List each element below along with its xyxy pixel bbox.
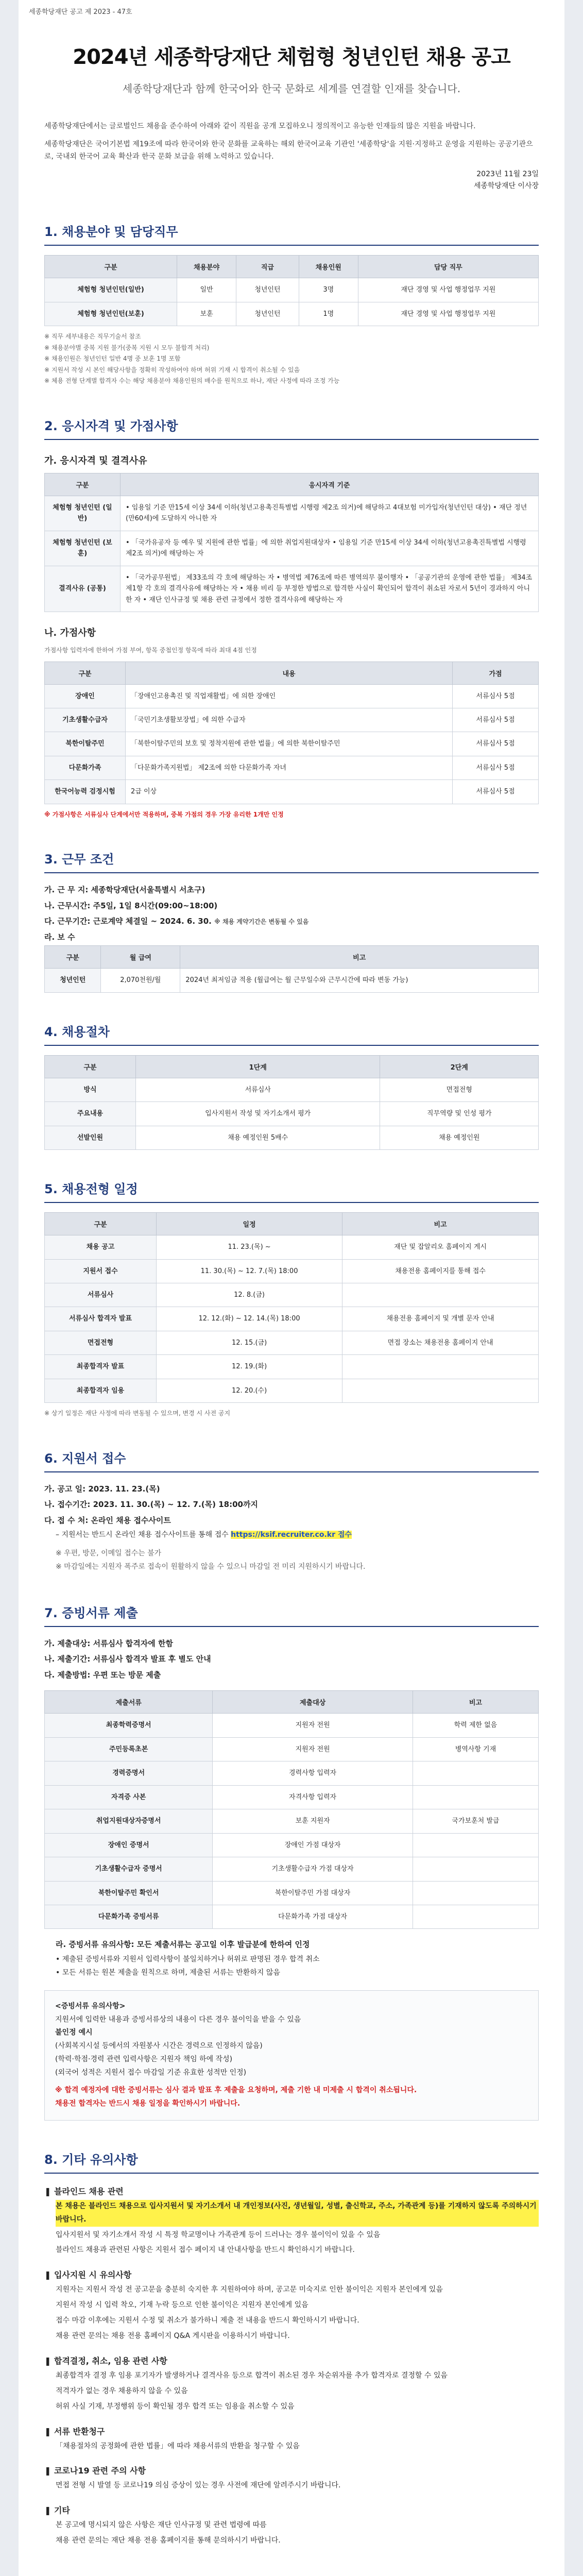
- table-cell: 3명: [299, 278, 358, 302]
- etc-head: ❚ 블라인드 채용 관련: [44, 2186, 124, 2196]
- table-cell: 서류심사 5점: [453, 708, 539, 732]
- work-period: 다. 근무기간: 근로계약 체결일 ~ 2024. 6. 30.: [44, 917, 212, 926]
- table-cell: 재단 경영 및 사업 행정업무 지원: [358, 302, 538, 326]
- etc-group: [44, 2464, 539, 2493]
- table-cell: 장애인 가점 대상자: [213, 1833, 413, 1857]
- table-cell: 재단 및 잡알리오 홈페이지 게시: [342, 1235, 539, 1259]
- etc-item: 「채용절차의 공정화에 관한 법률」에 따라 채용서류의 반환을 청구할 수 있음: [56, 2442, 300, 2450]
- table-cell: [413, 1881, 538, 1905]
- etc-group: [44, 2425, 539, 2453]
- table-cell: 채용 공고: [45, 1235, 157, 1259]
- table-cell: 2급 이상: [126, 780, 453, 804]
- table-cell: 자격사항 입력자: [213, 1785, 413, 1809]
- table-cell: 채용 예정인원 5배수: [136, 1126, 380, 1149]
- table-cell: 2,070천원/월: [101, 969, 180, 992]
- table-header: 비고: [342, 1213, 539, 1235]
- work-condition: 나. 근무시간: 주5일, 1일 8시간(09:00~18:00): [44, 901, 218, 910]
- guide-line: (외국어 성적은 지원서 접수 마감일 기준 유효한 성적만 인정): [55, 2069, 247, 2077]
- note-line: ※ 지원서 작성 시 본인 해당사항을 정확히 작성하여야 하며 허위 기재 시 합격이 취소될 수 있음: [44, 366, 300, 374]
- notice-number: 세종학당재단 공고 제 2023 - 47호: [29, 8, 132, 16]
- table-cell: 기초생활수급자 가점 대상자: [213, 1857, 413, 1881]
- table-cell: 최종합격자 임용: [45, 1379, 157, 1402]
- etc-item: 블라인드 채용과 관련된 사항은 지원서 접수 페이지 내 안내사항을 반드시 확인하시기 바랍니다.: [56, 2246, 355, 2255]
- etc-item: 입사지원서 및 자기소개서 작성 시 특정 학교명이나 가족관계 등이 드러나는 경우 불이익이 있을 수 있음: [56, 2230, 381, 2239]
- schedule-note: ※ 상기 일정은 재단 사정에 따라 변동될 수 있으며, 변경 시 사전 공지: [44, 1410, 231, 1417]
- table-cell: 채용전용 홈페이지를 통해 접수: [342, 1259, 539, 1283]
- table-cell: 자격증 사본: [45, 1785, 213, 1809]
- note-line: ※ 체용 전형 단계별 합격자 수는 해당 채용분야 채용인원의 배수를 원칙으로 하나, 재단 사정에 따라 조정 가능: [44, 377, 340, 385]
- guide-line: (사회복지시설 등에서의 자원봉사 시간은 경력으로 인정하지 않음): [55, 2042, 263, 2050]
- note-line: • 제출된 증빙서류와 지원서 입력사항이 불일치하거나 허위로 판명된 경우 합격 취소: [56, 1955, 320, 1963]
- process-table: [44, 1055, 539, 1150]
- table-row: [45, 1235, 539, 1259]
- sub-title: 나. 가점사항: [44, 628, 96, 638]
- recruit-table: [44, 255, 539, 326]
- apply-line: 가. 공고 일: 2023. 11. 23.(목): [44, 1484, 160, 1494]
- page-title: 2024년 세종학당재단 체험형 청년인턴 채용 공고: [73, 45, 510, 69]
- table-row: [45, 1102, 539, 1126]
- table-cell: 체험형 청년인턴(보훈): [45, 302, 177, 326]
- submit-line: 다. 제출방법: 우편 또는 방문 제출: [44, 1670, 161, 1680]
- table-header: 가점: [453, 662, 539, 684]
- table-row: [45, 1833, 539, 1857]
- table-cell: 12. 12.(화) ~ 12. 14.(목) 18:00: [157, 1307, 342, 1331]
- etc-item: 최종합격자 결정 후 임용 포기자가 발생하거나 결격사유 등으로 합격이 취소된 경우 차순위자를 추가 합격자로 결정할 수 있음: [56, 2371, 448, 2380]
- note-line: ※ 채용분야별 중복 지원 불가(중복 지원 시 모두 불합격 처리): [44, 344, 210, 351]
- table-header: 구분: [45, 473, 121, 496]
- table-row: [45, 1283, 539, 1307]
- table-cell: 청년인턴: [236, 278, 299, 302]
- table-cell: 「다문화가족지원법」 제2조에 의한 다문화가족 자녀: [126, 756, 453, 779]
- table-cell: 보훈 지원자: [213, 1809, 413, 1833]
- table-cell: 장애인: [45, 684, 126, 708]
- table-cell: 경력증명서: [45, 1761, 213, 1785]
- table-cell: 서류심사: [136, 1078, 380, 1101]
- intro-paragraph: 세종학당재단에서는 글로벌인드 채용을 준수하여 아래와 같이 직원을 공개 모집하오니 정의적이고 유능한 인재들의 많은 지원을 바랍니다.: [44, 122, 476, 130]
- table-cell: 취업지원대상자증명서: [45, 1809, 213, 1833]
- table-cell: 2024년 최저임금 적용 (월급여는 월 근무일수와 근무시간에 따라 변동 가능): [180, 969, 539, 992]
- etc-group: [44, 2185, 539, 2258]
- table-row: [45, 1881, 539, 1905]
- schedule-table: [44, 1212, 539, 1403]
- etc-item: 본 공고에 명시되지 않은 사항은 재단 인사규정 및 관련 법령에 따름: [56, 2521, 267, 2530]
- table-cell: 12. 19.(화): [157, 1355, 342, 1379]
- table-cell: 기초생활수급자: [45, 708, 126, 732]
- etc-item: 채용 관련 문의는 채용 전용 홈페이지 Q&A 게시판을 이용하시기 바랍니다.: [56, 2332, 290, 2341]
- guide-line: (학력·학점·경력 관련 입력사항은 지원자 책임 하에 작성): [55, 2055, 233, 2064]
- etc-item: 적격자가 없는 경우 채용하지 않을 수 있음: [56, 2386, 188, 2395]
- table-cell: 채용 예정인원: [380, 1126, 539, 1149]
- table-cell: [342, 1379, 539, 1402]
- table-cell: 청년인턴: [236, 302, 299, 326]
- table-cell: 일반: [177, 278, 236, 302]
- table-cell: [413, 1785, 538, 1809]
- table-cell: 체험형 청년인턴(일반): [45, 278, 177, 302]
- sub-desc: 가점사항 입력자에 한하여 가점 부여, 항목 중첩인정 항목에 따라 최대 4점 인정: [44, 647, 257, 654]
- table-cell: 11. 23.(목) ~: [157, 1235, 342, 1259]
- table-cell: 12. 15.(금): [157, 1331, 342, 1354]
- note-line: ※ 채용인원은 청년인턴 일반 4명 중 보훈 1명 포함: [44, 355, 181, 363]
- table-cell: 12. 8.(금): [157, 1283, 342, 1307]
- table-row: [45, 1785, 539, 1809]
- table-cell: 면접 장소는 채용전용 홈페이지 안내: [342, 1331, 539, 1354]
- table-row: [45, 566, 539, 612]
- table-cell: 지원자 전원: [213, 1714, 413, 1737]
- table-cell: [413, 1833, 538, 1857]
- table-header: 구분: [45, 1055, 136, 1078]
- table-cell: 체험형 청년인턴 (보훈): [45, 531, 121, 566]
- etc-group: [44, 2268, 539, 2343]
- apply-link-label: 지원서는 반드시 온라인 채용 접수사이트를 통해 접수: [61, 1531, 229, 1539]
- section-title: 1. 채용분야 및 담당직무: [44, 222, 539, 246]
- table-cell: [413, 1857, 538, 1881]
- table-row: [45, 496, 539, 531]
- work-condition: 가. 근 무 지: 세종학당재단(서울특별시 서초구): [44, 885, 205, 895]
- section-title: 2. 응시자격 및 가점사항: [44, 416, 539, 440]
- table-row: [45, 1761, 539, 1785]
- table-row: [45, 969, 539, 992]
- inline-note: ※ 채용 계약기간은 변동될 수 있음: [214, 918, 309, 926]
- documents-table: [44, 1690, 539, 1929]
- guide-box: [44, 1990, 539, 2121]
- table-cell: [413, 1761, 538, 1785]
- guide-title: <증빙서류 유의사항>: [55, 2002, 126, 2010]
- table-cell: • 「국가공무원법」 제33조의 각 호에 해당하는 자 • 병역법 제76조에 따른 병역의무 불이행자 • 「공공기관의 운영에 관한 법률」 제34조 제1항 각 호의 결격사유에 해당하는 자 • 채용 비리 등 부정한 방법으로 합격한 사실이 확인되어 합격이 취소된 자로서 5년이 경과하지 아니한 자 • 재단 인사규정 및 채용 관련 규정에서 정한 결격사유에 해당하는 자: [121, 566, 539, 612]
- table-row: [45, 1078, 539, 1101]
- table-header: 월 급여: [101, 946, 180, 969]
- table-row: [45, 1331, 539, 1354]
- date-block: [44, 168, 539, 193]
- table-cell: 최종학력증명서: [45, 1714, 213, 1737]
- table-cell: 서류심사 합격자 발표: [45, 1307, 157, 1331]
- table-row: [45, 756, 539, 779]
- table-row: [45, 732, 539, 756]
- pay-title: 라. 보 수: [44, 932, 75, 942]
- table-cell: 서류심사 5점: [453, 684, 539, 708]
- table-cell: 다문화가족 가점 대상자: [213, 1905, 413, 1928]
- table-cell: 경력사항 입력자: [213, 1761, 413, 1785]
- table-cell: 입사지원서 작성 및 자기소개서 평가: [136, 1102, 380, 1126]
- table-cell: 국가보훈처 발급: [413, 1809, 538, 1833]
- table-header: 응시자격 기준: [121, 473, 539, 496]
- table-cell: 청년인턴: [45, 969, 101, 992]
- table-cell: 서류심사 5점: [453, 780, 539, 804]
- table-cell: 「장애인고용촉진 및 직업재활법」에 의한 장애인: [126, 684, 453, 708]
- table-cell: 11. 30.(목) ~ 12. 7.(목) 18:00: [157, 1259, 342, 1283]
- table-header: 제출서류: [45, 1691, 213, 1714]
- sub-title: 가. 응시자격 및 결격사유: [44, 455, 147, 466]
- table-cell: 학력 제한 없음: [413, 1714, 538, 1737]
- apply-link-line: – 지원서는 반드시 온라인 채용 접수사이트를 통해 접수 https://ksif.recruiter.co.kr 접수: [56, 1531, 352, 1539]
- table-cell: 장애인 증명서: [45, 1833, 213, 1857]
- table-row: [45, 1905, 539, 1928]
- etc-item: 본 채용은 블라인드 채용으로 입사지원서 및 자기소개서 내 개인정보(사진, 생년월일, 성별, 출신학교, 주소, 가족관계 등)를 기재하지 않도록 주의하시기 바랍니다.: [56, 2200, 539, 2227]
- notes: [44, 331, 539, 387]
- table-header: 직급: [236, 256, 299, 278]
- note-line: ※ 우편, 방문, 이메일 접수는 불가: [56, 1549, 162, 1558]
- table-cell: 재단 경영 및 사업 행정업무 지원: [358, 278, 538, 302]
- apply-line: 나. 접수기간: 2023. 11. 30.(목) ~ 12. 7.(목) 18:00까지: [44, 1500, 258, 1510]
- section-title: 3. 근무 조건: [44, 849, 539, 873]
- etc-item: 면접 전형 시 발열 등 코로나19 의심 증상이 있는 경우 사전에 재단에 알려주시기 바랍니다.: [56, 2481, 341, 2490]
- table-cell: 12. 20.(수): [157, 1379, 342, 1402]
- table-cell: 서류심사 5점: [453, 756, 539, 779]
- table-cell: 서류심사: [45, 1283, 157, 1307]
- table-cell: 병역사항 기재: [413, 1737, 538, 1761]
- table-header: 채용분야: [177, 256, 236, 278]
- table-cell: 보훈: [177, 302, 236, 326]
- table-cell: 한국어능력 검정시험: [45, 780, 126, 804]
- apply-line: 다. 접 수 처: 온라인 채용 접수사이트: [44, 1515, 171, 1525]
- document: [19, 0, 564, 2576]
- etc-head: ❚ 서류 반환청구: [44, 2426, 105, 2436]
- table-header: 비고: [180, 946, 539, 969]
- bonus-note: ※ 가점사항은 서류심사 단계에서만 적용하며, 중복 가점의 경우 가장 유리한 1개만 인정: [44, 810, 284, 818]
- page-subtitle: 세종학당재단과 함께 한국어와 한국 문화로 세계를 연결할 인재를 찾습니다.: [122, 82, 461, 95]
- table-row: [45, 1857, 539, 1881]
- table-row: [45, 1355, 539, 1379]
- table-row: [45, 684, 539, 708]
- apply-site-link[interactable]: https://ksif.recruiter.co.kr 접수: [231, 1531, 352, 1539]
- bonus-table: [44, 662, 539, 804]
- section-title: 5. 채용전형 일정: [44, 1179, 539, 1203]
- table-header: 구분: [45, 256, 177, 278]
- table-cell: 기초생활수급자 증명서: [45, 1857, 213, 1881]
- etc-head: ❚ 기타: [44, 2505, 70, 2516]
- warning-note: ※ 합격 예정자에 대한 증빙서류는 심사 결과 발표 후 제출을 요청하며, 제출 기한 내 미제출 시 합격이 취소됩니다.: [55, 2086, 417, 2095]
- table-cell: [342, 1355, 539, 1379]
- note-line: ※ 마감일에는 지원자 폭주로 접속이 원활하지 않을 수 있으니 마감일 전 미리 지원하시기 바랍니다.: [56, 1563, 366, 1571]
- table-header: 담당 직무: [358, 256, 538, 278]
- intro: [44, 120, 539, 163]
- table-row: [45, 302, 539, 326]
- table-cell: 면접전형: [45, 1331, 157, 1354]
- section-title: 4. 채용절차: [44, 1022, 539, 1046]
- announce-date: 2023년 11월 23일: [476, 170, 539, 178]
- table-cell: • 임용일 기준 만15세 이상 34세 이하(청년고용촉진특별법 시행령 제2조 의거)에 해당하고 4대보험 미가입자(청년인턴 대상) • 재단 정년(만60세)에 도달하지 아니한 자: [121, 496, 539, 531]
- note-line: 라. 증빙서류 유의사항: 모든 제출서류는 공고일 이후 발급분에 한하여 인정: [56, 1940, 310, 1950]
- table-cell: 다문화가족 증빙서류: [45, 1905, 213, 1928]
- note-line: ※ 직무 세부내용은 직무기술서 참조: [44, 332, 141, 340]
- table-row: [45, 531, 539, 566]
- table-row: [45, 278, 539, 302]
- table-cell: 주민등록초본: [45, 1737, 213, 1761]
- table-cell: 체험형 청년인턴 (일반): [45, 496, 121, 531]
- pay-table: [44, 945, 539, 992]
- etc-group: [44, 2354, 539, 2414]
- table-row: [45, 1714, 539, 1737]
- table-cell: 「국민기초생활보장법」에 의한 수급자: [126, 708, 453, 732]
- etc-item: 채용 관련 문의는 재단 채용 전용 홈페이지를 통해 문의하시기 바랍니다.: [56, 2536, 281, 2545]
- etc-item: 지원자는 지원서 작성 전 공고문을 충분히 숙지한 후 지원하여야 하며, 공고문 미숙지로 인한 불이익은 지원자 본인에게 있음: [56, 2285, 443, 2294]
- table-header: 일정: [157, 1213, 342, 1235]
- table-cell: 주요내용: [45, 1102, 136, 1126]
- table-header: 구분: [45, 946, 101, 969]
- etc-item: 접수 마감 이후에는 지원서 수정 및 취소가 불가하니 제출 전 내용을 반드시 확인하시기 바랍니다.: [56, 2316, 359, 2325]
- table-row: [45, 780, 539, 804]
- table-row: [45, 1307, 539, 1331]
- table-cell: [413, 1905, 538, 1928]
- table-cell: [342, 1283, 539, 1307]
- table-cell: 다문화가족: [45, 756, 126, 779]
- table-header: 구분: [45, 1213, 157, 1235]
- submit-line: 나. 제출기간: 서류심사 합격자 발표 후 별도 안내: [44, 1654, 211, 1664]
- etc-item: 허위 사실 기재, 부정행위 등이 확인될 경우 합격 또는 임용을 취소할 수 있음: [56, 2402, 295, 2411]
- table-cell: 지원서 접수: [45, 1259, 157, 1283]
- doc-notes: [44, 1937, 539, 1979]
- table-row: [45, 1126, 539, 1149]
- etc-head: ❚ 입사지원 시 유의사항: [44, 2270, 132, 2280]
- table-cell: 1명: [299, 302, 358, 326]
- table-row: [45, 1379, 539, 1402]
- section-title: 7. 증빙서류 제출: [44, 1603, 539, 1627]
- table-cell: 북한이탈주민 가점 대상자: [213, 1881, 413, 1905]
- table-header: 구분: [45, 662, 126, 684]
- intro-paragraph: 세종학당재단은 국어기본법 제19조에 따라 한국어와 한국 문화를 교육하는 해외 한국어교육 기관인 '세종학당'을 지원·지정하고 운영을 지원하는 공공기관으로, 국내외 한국어 교육 확산과 한국 문화 보급을 위해 노력하고 있습니다.: [44, 140, 533, 161]
- table-header: 비고: [413, 1691, 538, 1714]
- etc-head: ❚ 코로나19 관련 주의 사항: [44, 2466, 146, 2476]
- table-cell: 선발인원: [45, 1126, 136, 1149]
- table-header: 채용인원: [299, 256, 358, 278]
- table-header: 제출대상: [213, 1691, 413, 1714]
- section-title: 8. 기타 유의사항: [44, 2149, 539, 2174]
- work-condition: [44, 914, 539, 929]
- table-row: [45, 1737, 539, 1761]
- guide-line: 불인정 예시: [55, 2028, 93, 2037]
- etc-head: ❚ 합격결정, 취소, 임용 관련 사항: [44, 2355, 167, 2366]
- etc-group: [44, 2504, 539, 2548]
- table-cell: 서류심사 5점: [453, 732, 539, 756]
- submit-line: 가. 제출대상: 서류심사 합격자에 한함: [44, 1638, 173, 1648]
- table-cell: 면접전형: [380, 1078, 539, 1101]
- table-cell: 북한이탈주민 확인서: [45, 1881, 213, 1905]
- announce-org: 세종학당재단 이사장: [473, 182, 539, 191]
- table-cell: 직무역량 및 인성 평가: [380, 1102, 539, 1126]
- table-header: 2단계: [380, 1055, 539, 1078]
- table-cell: 결격사유 (공통): [45, 566, 121, 612]
- warning-note: 채용전 합격자는 반드시 채용 일정을 확인하시기 바랍니다.: [55, 2099, 241, 2108]
- section-title: 6. 지원서 접수: [44, 1448, 539, 1472]
- table-cell: 「북한이탈주민의 보호 및 정착지원에 관한 법률」에 의한 북한이탈주민: [126, 732, 453, 756]
- table-cell: 북한이탈주민: [45, 732, 126, 756]
- note-line: • 모든 서류는 원본 제출을 원칙으로 하며, 제출된 서류는 반환하지 않음: [56, 1968, 280, 1977]
- table-cell: 지원자 전원: [213, 1737, 413, 1761]
- etc-item: 지원서 작성 시 입력 착오, 기재 누락 등으로 인한 불이익은 지원자 본인에게 있음: [56, 2301, 308, 2310]
- table-cell: • 「국가유공자 등 예우 및 지원에 관한 법률」에 의한 취업지원대상자 • 임용일 기준 만15세 이상 34세 이하(청년고용촉진특별법 시행령 제2조 의거)에 해당하는 자: [121, 531, 539, 566]
- table-row: [45, 708, 539, 732]
- table-cell: 최종합격자 발표: [45, 1355, 157, 1379]
- table-header: 내용: [126, 662, 453, 684]
- guide-line: 지원서에 입력한 내용과 증빙서류상의 내용이 다른 경우 불이익을 받을 수 있음: [55, 2015, 301, 2024]
- qualification-table: [44, 473, 539, 612]
- table-row: [45, 1809, 539, 1833]
- table-row: [45, 1259, 539, 1283]
- table-cell: 방식: [45, 1078, 136, 1101]
- table-header: 1단계: [136, 1055, 380, 1078]
- table-cell: 채용전용 홈페이지 및 개별 문자 안내: [342, 1307, 539, 1331]
- apply-notes: [44, 1547, 539, 1574]
